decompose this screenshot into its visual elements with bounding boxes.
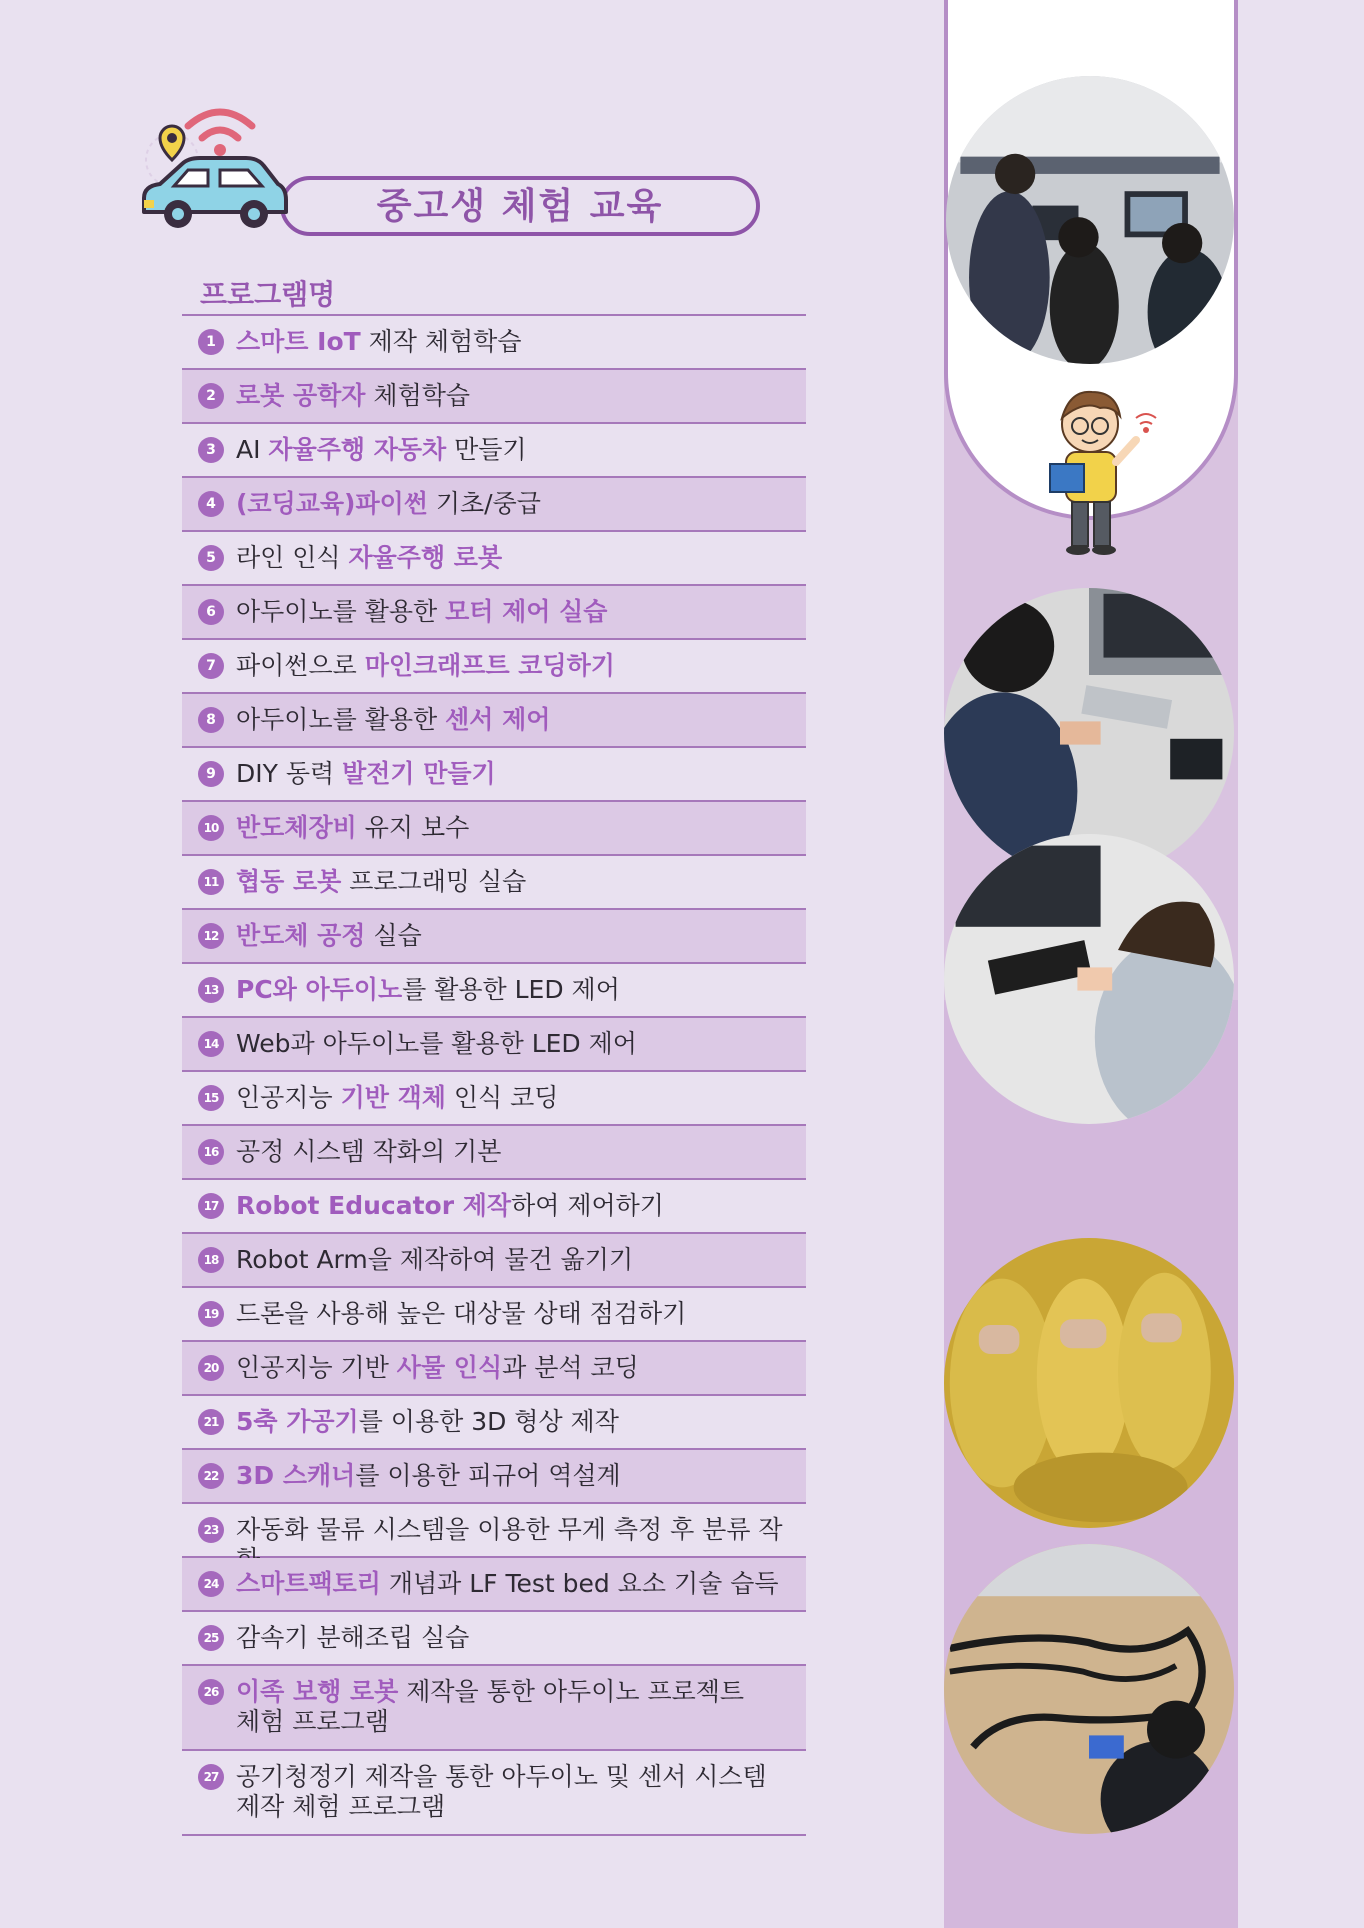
plain-text: 실습	[365, 921, 422, 950]
section-header	[130, 100, 664, 250]
highlight-text: 마인크래프트 코딩하기	[364, 651, 615, 680]
row-number-badge: 27	[198, 1764, 224, 1790]
program-name	[236, 1461, 796, 1491]
teacher-character-icon	[1040, 380, 1160, 560]
program-row	[182, 1072, 806, 1126]
plain-text: 아두이노를 활용한	[236, 705, 446, 734]
row-number-badge: 14	[198, 1031, 224, 1057]
row-number-badge: 5	[198, 545, 224, 571]
program-name	[236, 921, 796, 951]
program-row	[182, 1342, 806, 1396]
program-row	[182, 1504, 806, 1558]
plain-text: 기초/중급	[427, 489, 541, 518]
location-pin-icon	[160, 126, 184, 160]
plain-text: 제작 체험 프로그램	[236, 1792, 446, 1821]
program-name	[236, 435, 796, 465]
row-number-badge: 24	[198, 1571, 224, 1597]
highlight-text: (코딩교육)파이썬	[236, 489, 428, 518]
row-number-badge: 8	[198, 707, 224, 733]
row-number-badge: 22	[198, 1463, 224, 1489]
program-name	[236, 813, 796, 843]
highlight-text: 반도체 공정	[236, 921, 366, 950]
program-name	[236, 1137, 796, 1167]
plain-text: Web과 아두이노를 활용한 LED 제어	[236, 1029, 637, 1058]
highlight-text: PC와 아두이노	[236, 975, 403, 1004]
photo-line-track	[944, 1544, 1234, 1834]
program-name	[236, 1623, 796, 1653]
plain-text: 인공지능 기반	[236, 1353, 397, 1382]
row-number-badge: 3	[198, 437, 224, 463]
row-number-badge: 17	[198, 1193, 224, 1219]
program-row	[182, 424, 806, 478]
highlight-text: 기반 객체	[340, 1083, 446, 1112]
highlight-text: 반도체장비	[236, 813, 357, 842]
highlight-text: 스마트팩토리	[236, 1569, 381, 1598]
plain-text: AI	[236, 435, 269, 464]
plain-text: 체험 프로그램	[236, 1707, 389, 1736]
program-name	[236, 759, 796, 789]
program-name	[236, 1191, 796, 1221]
row-number-badge: 20	[198, 1355, 224, 1381]
plain-text: 를 활용한 LED 제어	[402, 975, 620, 1004]
row-number-badge: 18	[198, 1247, 224, 1273]
program-name	[236, 1299, 796, 1329]
program-name	[236, 1029, 796, 1059]
row-number-badge: 15	[198, 1085, 224, 1111]
plain-text: Robot Arm을 제작하여 물건 옮기기	[236, 1245, 634, 1274]
plain-text: 드론을 사용해 높은 대상물 상태 점검하기	[236, 1299, 687, 1328]
photo-computer-lab	[946, 76, 1234, 364]
program-row	[182, 1558, 806, 1612]
program-row	[182, 1018, 806, 1072]
plain-text: 공정 시스템 작화의 기본	[236, 1137, 502, 1166]
program-name	[236, 867, 796, 897]
row-number-badge: 19	[198, 1301, 224, 1327]
highlight-text: 5축 가공기	[236, 1407, 359, 1436]
program-name-heading: 프로그램명	[200, 278, 336, 311]
program-row	[182, 1234, 806, 1288]
row-number-badge: 10	[198, 815, 224, 841]
program-row	[182, 1612, 806, 1666]
plain-text: 제작 체험학습	[360, 327, 522, 356]
program-name	[236, 651, 796, 681]
program-row	[182, 1450, 806, 1504]
highlight-text: 발전기 만들기	[342, 759, 496, 788]
row-number-badge: 2	[198, 383, 224, 409]
program-name	[236, 489, 796, 519]
highlight-text: 로봇 공학자	[236, 381, 366, 410]
program-name	[236, 1569, 796, 1599]
photo-cleanroom	[944, 1238, 1234, 1528]
program-row	[182, 478, 806, 532]
row-number-badge: 9	[198, 761, 224, 787]
program-row	[182, 370, 806, 424]
plain-text: 감속기 분해조립 실습	[236, 1623, 470, 1652]
row-number-badge: 21	[198, 1409, 224, 1435]
plain-text: 과 분석 코딩	[502, 1353, 639, 1382]
highlight-text: 3D 스캐너	[236, 1461, 356, 1490]
plain-text: 라인 인식	[236, 543, 349, 572]
row-number-badge: 23	[198, 1517, 224, 1543]
plain-text: 제작을 통한 아두이노 프로젝트	[398, 1677, 745, 1706]
program-row	[182, 964, 806, 1018]
program-name	[236, 327, 796, 357]
program-row	[182, 1751, 806, 1836]
program-name	[236, 1677, 796, 1737]
program-name	[236, 1245, 796, 1275]
program-name	[236, 597, 796, 627]
row-number-badge: 6	[198, 599, 224, 625]
program-row	[182, 748, 806, 802]
program-row	[182, 1180, 806, 1234]
program-name	[236, 1083, 796, 1113]
program-row	[182, 694, 806, 748]
highlight-text: 스마트 IoT	[236, 327, 361, 356]
row-number-badge: 4	[198, 491, 224, 517]
plain-text: 파이썬으로	[236, 651, 365, 680]
page-title: 중고생 체험 교육	[376, 186, 664, 227]
highlight-text: Robot Educator 제작	[236, 1191, 512, 1220]
program-row	[182, 1666, 806, 1751]
program-row	[182, 1288, 806, 1342]
program-row	[182, 316, 806, 370]
plain-text: DIY 동력	[236, 759, 343, 788]
plain-text: 를 이용한 3D 형상 제작	[358, 1407, 619, 1436]
plain-text: 프로그래밍 실습	[341, 867, 527, 896]
program-row	[182, 910, 806, 964]
row-number-badge: 25	[198, 1625, 224, 1651]
plain-text: 를 이용한 피규어 역설계	[355, 1461, 621, 1490]
row-number-badge: 7	[198, 653, 224, 679]
program-table	[182, 314, 806, 1836]
row-number-badge: 26	[198, 1679, 224, 1705]
program-row	[182, 640, 806, 694]
row-number-badge: 11	[198, 869, 224, 895]
program-name	[236, 975, 796, 1005]
program-row	[182, 532, 806, 586]
highlight-text: 모터 제어 실습	[445, 597, 608, 626]
program-row	[182, 802, 806, 856]
highlight-text: 자율주행 로봇	[348, 543, 503, 572]
plain-text: 공기청정기 제작을 통한 아두이노 및 센서 시스템	[236, 1762, 767, 1791]
program-name	[236, 543, 796, 573]
photo-arduino-practice	[944, 834, 1234, 1124]
program-name	[236, 1353, 796, 1383]
program-row	[182, 1396, 806, 1450]
highlight-text: 협동 로봇	[236, 867, 342, 896]
plain-text: 만들기	[446, 435, 527, 464]
program-name	[236, 705, 796, 735]
row-number-badge: 13	[198, 977, 224, 1003]
plain-text: 체험학습	[365, 381, 471, 410]
program-row	[182, 856, 806, 910]
highlight-text: 이족 보행 로봇	[236, 1677, 399, 1706]
row-number-badge: 16	[198, 1139, 224, 1165]
row-number-badge: 1	[198, 329, 224, 355]
plain-text: 아두이노를 활용한	[236, 597, 446, 626]
highlight-text: 센서 제어	[445, 705, 551, 734]
program-row	[182, 1126, 806, 1180]
plain-text: 유지 보수	[356, 813, 470, 842]
highlight-text: 자율주행 자동차	[268, 435, 447, 464]
program-name	[236, 1407, 796, 1437]
program-name	[236, 381, 796, 411]
program-name	[236, 1762, 796, 1822]
car-wifi-icon	[130, 100, 290, 250]
plain-text: 하여 제어하기	[511, 1191, 664, 1220]
plain-text: 개념과 LF Test bed 요소 기술 습득	[380, 1569, 779, 1598]
plain-text: 인식 코딩	[445, 1083, 559, 1112]
row-number-badge: 12	[198, 923, 224, 949]
plain-text: 인공지능	[236, 1083, 341, 1112]
highlight-text: 사물 인식	[396, 1353, 503, 1382]
program-row	[182, 586, 806, 640]
plain-text: 자동화 물류 시스템을 이용한 무게 측정 후 분류 작	[236, 1515, 783, 1544]
